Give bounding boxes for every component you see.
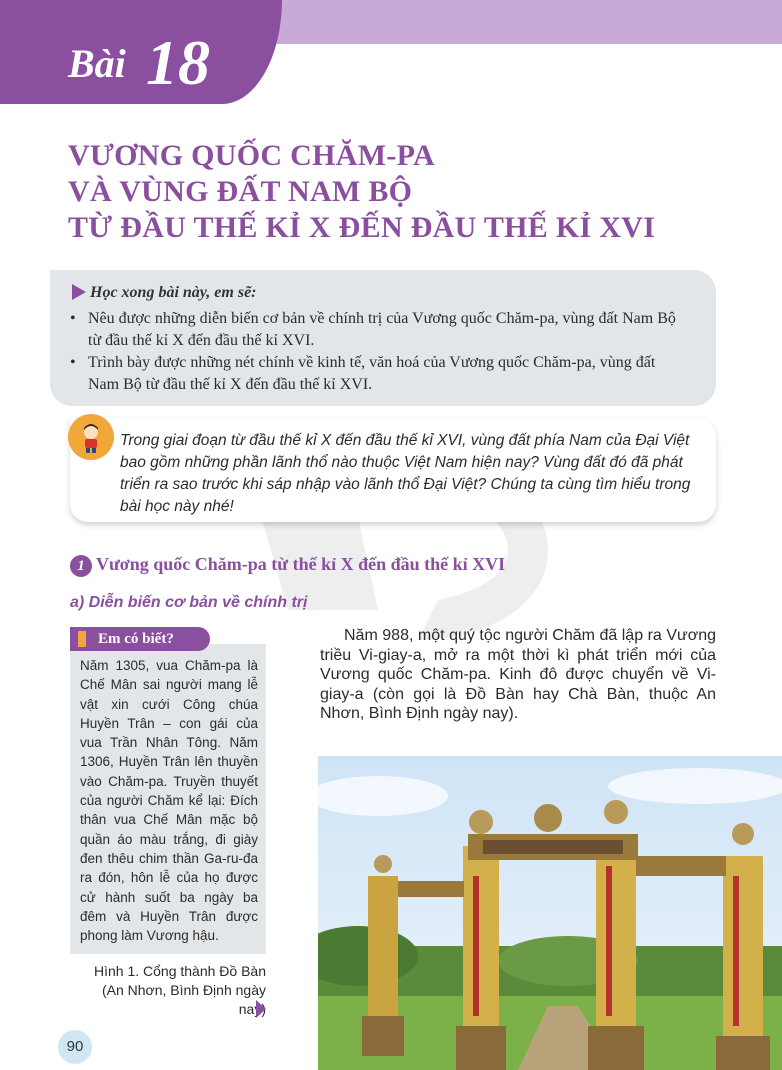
objectives-box xyxy=(50,270,716,406)
objectives-heading: Học xong bài này, em sẽ: xyxy=(72,284,257,302)
section-number-badge: 1 xyxy=(70,555,92,577)
lesson-number: 18 xyxy=(146,27,210,98)
page-number: 90 xyxy=(58,1030,92,1064)
section-title: Vương quốc Chăm-pa từ thế kỉ X đến đầu thế kỉ XVI xyxy=(96,554,506,574)
title-line-1: VƯƠNG QUỐC CHĂM-PA xyxy=(68,139,436,172)
subsection-title: a) Diễn biến cơ bản về chính trị xyxy=(70,594,308,611)
student-avatar-icon xyxy=(68,414,114,460)
objective-item: • Trình bày được những nét chính về kinh tế, văn hoá của Vương quốc Chăm-pa, vùng đất Nam Bộ từ đầu thế kỉ X đến đầu thế kỉ XVI. xyxy=(70,354,656,393)
bullet-icon: • xyxy=(70,310,76,327)
intro-question-box xyxy=(70,418,716,522)
caption-arrow-icon xyxy=(256,1000,266,1018)
objective-item: • Nêu được những diễn biến cơ bản về chính trị của Vương quốc Chăm-pa, vùng đất Nam Bộ từ đầu thế kỉ X đến đầu thế kỉ XVI. xyxy=(70,310,676,349)
title-line-3: TỪ ĐẦU THẾ KỈ X ĐẾN ĐẦU THẾ KỈ XVI xyxy=(68,211,656,244)
lesson-tab xyxy=(0,0,282,104)
title-line-2: VÀ VÙNG ĐẤT NAM BỘ xyxy=(68,175,413,208)
figure-caption: Hình 1. Cổng thành Đồ Bàn (An Nhơn, Bình Định ngày nay) xyxy=(93,963,266,1017)
bullet-icon: • xyxy=(70,354,76,371)
bookmark-icon xyxy=(78,631,86,647)
did-you-know-heading: Em có biết? xyxy=(70,627,210,651)
did-you-know-text: Năm 1305, vua Chăm-pa là Chế Mân sai người mang lễ vật xin cưới Công chúa Huyền Trân – con gái của vua Trần Nhân Tông. Năm 1306, Huyền Trân lên thuyền vào Chăm-pa. Truyền thuyết của người Chăm kể lại: Đích thân vua Chế Mân mặc bộ quần áo màu trắng, đi giày đen thêu chim thần Ga-ru-đa ra đón, hôn lễ của họ được cử hành suốt ba ngày ba đêm và Huyền Trân được phong làm Vương hậu. xyxy=(80,658,258,944)
citadel-gate-photo xyxy=(318,756,782,1070)
intro-question-text: Trong giai đoạn từ đầu thế kỉ X đến đầu thế kỉ XVI, vùng đất phía Nam của Đại Việt bao gồm những phần lãnh thổ nào thuộc Việt Nam hiện nay? Vùng đất đó đã phát triển ra sao trước khi sáp nhập vào lãnh thổ Đại Việt? Chúng ta cùng tìm hiểu trong bài học này nhé! xyxy=(120,432,691,515)
triangle-bullet-icon xyxy=(72,284,86,300)
body-paragraph: Năm 988, một quý tộc người Chăm đã lập ra Vương triều Vi-giay-a, mở ra một thời kì phát triển mới của Vương quốc Chăm-pa. Kinh đô được chuyển về Vi-giay-a (còn gọi là Đồ Bàn hay Chà Bàn, thuộc An Nhơn, Bình Định ngày nay). xyxy=(320,627,716,722)
lesson-word: Bài xyxy=(68,41,126,86)
lesson-title xyxy=(68,138,655,246)
